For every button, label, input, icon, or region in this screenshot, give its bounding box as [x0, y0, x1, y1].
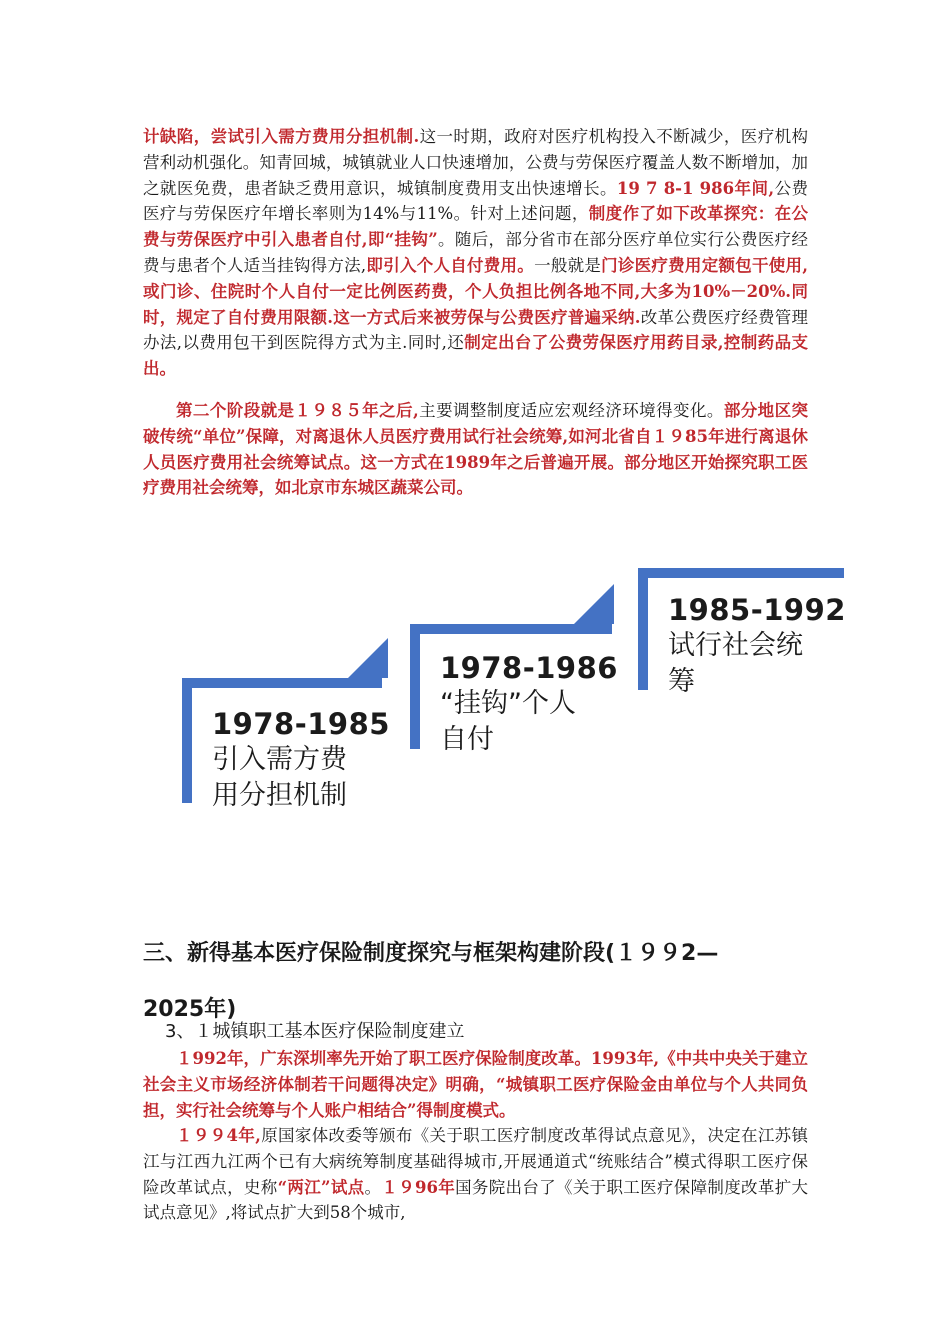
step-3-text-line1: 试行社会统	[668, 630, 803, 661]
highlight-text: 部分地区突破传统“单位”保障，对离退休人员医疗费用试行社会统筹,如河北省自１９85年进行离退休人员医疗费用社会统筹试点。	[143, 401, 809, 472]
section-heading-line1: 三、新得基本医疗保险制度探究与框架构建阶段(１９９2—	[143, 941, 719, 966]
timeline-diagram	[170, 560, 860, 820]
step-1-text-line1: 引入需方费	[212, 744, 347, 775]
highlight-text: 这一方式在1989年之后普遍开展。部分地区开始探究职工医疗费用社会统筹，如北京市东城区蔬菜公司。	[143, 452, 808, 498]
highlight-text: １992年，广东深圳率先开始了职工医疗保险制度改革。1993年,《中共中央关于建立社会主义市场经济体制若干问题得决定》明确，“城镇职工医疗保险金由单位与个人共同负担，实行社会统筹与个人账户相结合”得制度模式。	[143, 1049, 808, 1120]
step-2-text-line1: “挂钩”个人	[440, 688, 576, 719]
step-3-text-line2: 筹	[668, 666, 695, 697]
step-1-corner	[348, 638, 388, 678]
highlight-text: 即引入个人自付费用。	[366, 255, 535, 275]
paragraph-pilot-cities	[143, 1123, 808, 1226]
highlight-text: １９96年	[381, 1177, 456, 1197]
step-1-label	[212, 706, 390, 814]
body-text: 这一时期，政府对医疗机构投入不断减少，医疗机构营利动机强化。知青回城，城镇就业人口快速增加，公费与劳保医疗覆盖人数不断增加，加之就医免费，患者缺乏费用意识，城镇制度费用支出快速增长。	[143, 127, 809, 198]
step-2-year: 1978-1986	[440, 651, 618, 685]
section-heading-line2: 2025年)	[143, 997, 237, 1022]
body-text: 国务院出台了《关于职工医疗保障制度改革扩大试点意见》,将试点扩大到58个城市,	[143, 1177, 809, 1223]
step-2-label	[440, 650, 618, 758]
step-1-top-bar	[182, 678, 382, 688]
highlight-text: 19 7 8-1 986年间,	[616, 178, 775, 198]
step-3-side-bar	[638, 568, 648, 690]
highlight-text: 制定出台了公费劳保医疗用药目录,控制药品支出。	[143, 333, 808, 379]
step-2-corner	[574, 584, 614, 624]
paragraph-first-stage	[143, 124, 808, 382]
highlight-text: 计缺陷，尝试引入需方费用分担机制.	[143, 127, 420, 146]
body-text: 。随后，部分省市在部分医疗单位实行公费医疗经费与患者个人适当挂钩得方法,	[143, 230, 808, 275]
body-text: 主要调整制度适应宏观经济环境得变化。	[418, 401, 724, 420]
paragraph-second-stage	[143, 398, 808, 501]
body-text: 一般就是	[534, 255, 602, 275]
step-2-side-bar	[410, 624, 420, 749]
step-1-side-bar	[182, 678, 192, 803]
body-text: 改革公费医疗经费管理办法,以费用包干到医院得方式为主.同时,还	[143, 307, 808, 353]
step-3-year: 1985-1992	[668, 593, 846, 627]
highlight-text: “两江”试点	[277, 1177, 365, 1197]
step-2-text-line2: 自付	[440, 724, 494, 755]
step-2-top-bar	[410, 624, 612, 634]
step-1-year: 1978-1985	[212, 707, 390, 741]
body-text: 原国家体改委等颁布《关于职工医疗制度改革得试点意见》，决定在江苏镇江与江西九江两个已有大病统筹制度基础得城市,开展通道式“统账结合”模式得职工医疗保险改革试点，史称	[143, 1126, 808, 1197]
paragraph-shenzhen-reform	[143, 1046, 808, 1123]
body-text: 。	[364, 1177, 382, 1197]
highlight-text: １９９4年,	[176, 1126, 261, 1145]
highlight-text: 第二个阶段就是１９８５年之后,	[176, 401, 419, 420]
subsection-heading: 3、１城镇职工基本医疗保险制度建立	[165, 1021, 465, 1042]
highlight-text: 门诊医疗费用定额包干使用,或门诊、住院时个人自付一定比例医药费，个人负担比例各地不同,大多为10%－20%.同时，规定了自付费用限额.这一方式后来被劳保与公费医疗普遍采纳.	[143, 255, 809, 327]
body-text: 公费医疗与劳保医疗年增长率则为14%与11%。针对上述问题，	[143, 178, 809, 224]
step-3-top-bar	[638, 568, 844, 578]
step-1-text-line2: 用分担机制	[212, 780, 347, 811]
highlight-text: 制度作了如下改革探究：在公费与劳保医疗中引入患者自付,即“挂钩”	[143, 204, 808, 250]
step-3-label	[668, 592, 846, 700]
